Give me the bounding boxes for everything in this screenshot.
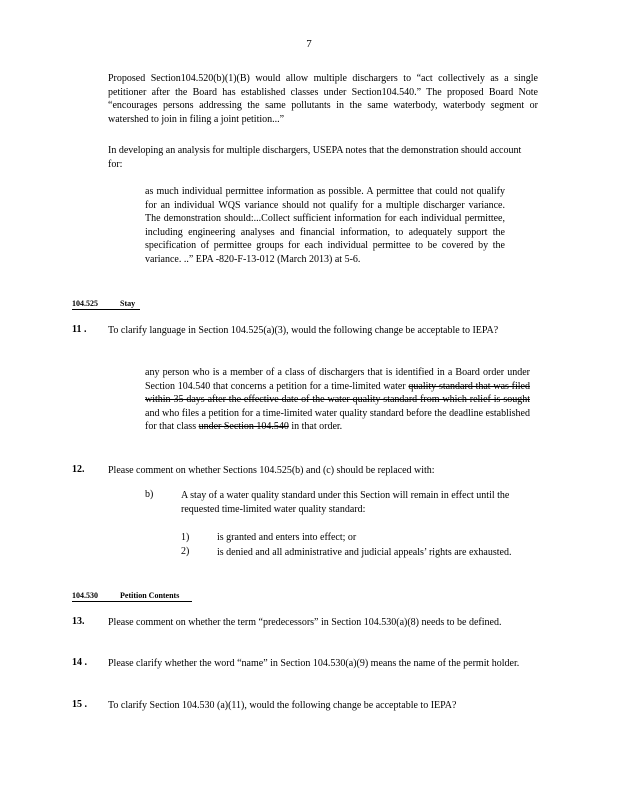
- subsection-text: A stay of a water quality standard under this Section will remain in effect until the requested time-limited water quality standard:: [181, 490, 510, 515]
- paragraph-usepa-analysis: In developing an analysis for multiple dischargers, USEPA notes that the demonstration should account for:: [108, 145, 522, 170]
- page-number: 7: [306, 38, 312, 50]
- section-number: 104.530: [72, 591, 98, 600]
- question-number-11: 11 .: [72, 324, 87, 335]
- section-number: 104.525: [72, 299, 98, 308]
- subsection-label: b): [145, 489, 154, 500]
- struck-text: under Section 104.540: [198, 421, 289, 432]
- list-item-text: is denied and all administrative and judicial appeals’ rights are exhausted.: [217, 547, 512, 558]
- paragraph-proposed-section: Proposed Section104.520(b)(1)(B) would allow multiple dischargers to “act collectively as a single petitioner after the Board has established classes under Section104.540.” The proposed Board Note “encourages persons addressing the same pollutants in the same waterbody, waterbody segment or watershed to join in filing a joint petition...”: [108, 73, 538, 125]
- block-quote-epa: as much individual permittee information as possible. A permittee that could not qualify for an individual WQS variance should not qualify for a multiple discharger variance. The demonstration should:...Collect sufficient information for each individual permittee, including engineering analyses and financial information, to adequately support the specification of permittee groups for each individual permittee to be covered by the variance. ..” EPA -820-F-13-012 (March 2013) at 5-6.: [145, 186, 505, 265]
- list-item-text: is granted and enters into effect; or: [217, 532, 357, 543]
- quote-text: and who files a petition for a time-limited water quality standard before the deadline established for that class: [145, 407, 530, 432]
- quote-text: in that order.: [288, 421, 343, 432]
- question-number-13: 13.: [72, 616, 85, 627]
- section-heading-petition-contents: [72, 591, 192, 602]
- question-number-15: 15 .: [72, 699, 87, 710]
- section-title: Stay: [120, 299, 136, 308]
- struck-text: quality standard that was filed within 35 days after the effective date of the water quality standard from which relief is sought: [145, 380, 530, 405]
- block-quote-proposed-change: [145, 366, 530, 434]
- list-item-number: 1): [181, 532, 190, 543]
- question-text-13: Please comment on whether the term “predecessors” in Section 104.530(a)(8) needs to be defined.: [108, 617, 502, 628]
- question-text-15: To clarify Section 104.530 (a)(11), would the following change be acceptable to IEPA?: [108, 700, 457, 711]
- section-title: Petition Contents: [120, 591, 180, 600]
- question-number-14: 14 .: [72, 657, 87, 668]
- question-text-14: Please clarify whether the word “name” in Section 104.530(a)(9) means the name of the permit holder.: [108, 658, 520, 669]
- section-heading-stay: [72, 299, 140, 310]
- quote-text: any person who is a member of a class of dischargers that is identified in a Board order under Section 104.540 that concerns a petition for a time-limited water: [145, 367, 530, 392]
- list-item-number: 2): [181, 546, 190, 557]
- question-text-12: Please comment on whether Sections 104.525(b) and (c) should be replaced with:: [108, 465, 435, 476]
- question-number-12: 12.: [72, 464, 85, 475]
- question-text-11: To clarify language in Section 104.525(a)(3), would the following change be acceptable to IEPA?: [108, 325, 499, 336]
